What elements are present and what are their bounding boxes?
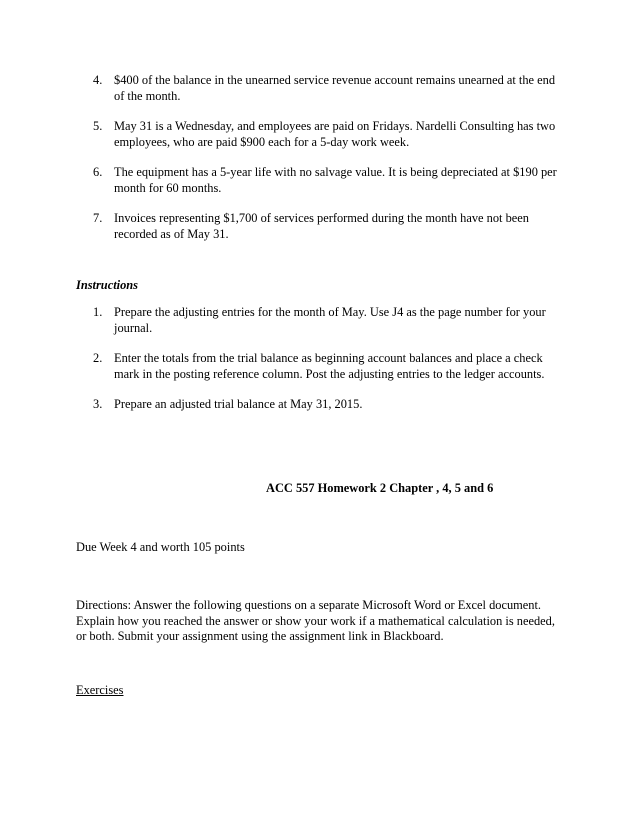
due-statement: Due Week 4 and worth 105 points (76, 540, 245, 554)
list-item (0, 165, 564, 196)
list-number: 4. (93, 73, 103, 87)
list-item (0, 397, 564, 413)
list-text: Prepare an adjusted trial balance at May 31, 2015. (114, 397, 363, 411)
list-text: May 31 is a Wednesday, and employees are paid on Fridays. Nardelli Consulting has two employees, who are paid $900 each for a 5-day work week. (114, 119, 556, 149)
list-item (0, 119, 564, 150)
numbered-list-instructions (0, 305, 564, 428)
list-number: 7. (93, 211, 103, 225)
list-number: 2. (93, 351, 103, 365)
list-text: The equipment has a 5-year life with no salvage value. It is being depreciated at $190 per month for 60 months. (114, 165, 557, 195)
list-item (0, 351, 564, 382)
list-number: 6. (93, 165, 103, 179)
list-text: Prepare the adjusting entries for the month of May. Use J4 as the page number for your journal. (114, 305, 546, 335)
instructions-heading: Instructions (76, 278, 138, 292)
list-item (0, 211, 564, 242)
list-text: Invoices representing $1,700 of services performed during the month have not been recorded as of May 31. (114, 211, 529, 241)
list-number: 3. (93, 397, 103, 411)
list-item (0, 73, 564, 104)
list-number: 1. (93, 305, 103, 319)
numbered-list-conditions (0, 73, 564, 257)
list-number: 5. (93, 119, 103, 133)
directions-paragraph: Directions: Answer the following questions on a separate Microsoft Word or Excel document. Explain how you reached the answer or show your work if a mathematical calculation is needed, or both. Submit your assignment using the assignment link in Blackboard. (76, 598, 555, 643)
list-item (0, 305, 564, 336)
list-text: $400 of the balance in the unearned service revenue account remains unearned at the end of the month. (114, 73, 556, 103)
list-text: Enter the totals from the trial balance as beginning account balances and place a check mark in the posting reference column. Post the adjusting entries to the ledger accounts. (114, 351, 545, 381)
homework-title: ACC 557 Homework 2 Chapter , 4, 5 and 6 (266, 481, 494, 495)
exercises-heading: Exercises (76, 683, 124, 697)
